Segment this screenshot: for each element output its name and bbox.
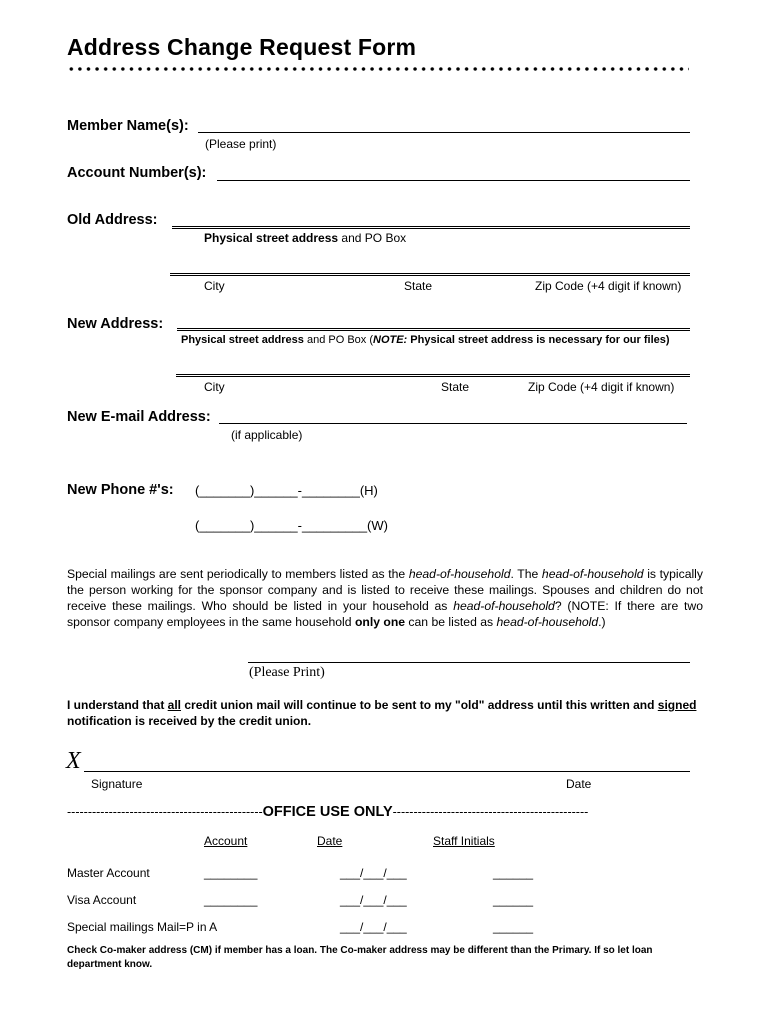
member-name-label: Member Name(s):: [67, 118, 189, 134]
office-row-label: Visa Account: [67, 893, 137, 907]
office-use-header: -----------------------------------------------OFFICE USE ONLY-----------------------------------------------: [67, 804, 589, 820]
office-row-account[interactable]: ________: [204, 893, 258, 907]
office-row-staff[interactable]: ______: [493, 893, 534, 907]
new-street-caption: Physical street address and PO Box (NOTE: Physical street address is necessary for our files): [181, 334, 670, 346]
new-street-field[interactable]: [177, 328, 690, 331]
comaker-footnote: Check Co-maker address (CM) if member has a loan. The Co-maker address may be different than the Primary. If so let loan department know.: [67, 945, 653, 970]
office-row-label: Special mailings Mail=P in A: [67, 920, 218, 934]
old-street-field[interactable]: [172, 226, 690, 229]
office-row-account[interactable]: ________: [204, 866, 258, 880]
office-row-staff[interactable]: ______: [493, 866, 534, 880]
member-name-field[interactable]: [198, 132, 690, 133]
signature-caption: Signature: [91, 777, 143, 791]
old-city-field[interactable]: [170, 273, 690, 276]
please-print-caption: (Please Print): [249, 665, 325, 680]
new-address-label: New Address:: [67, 316, 164, 332]
new-email-label: New E-mail Address:: [67, 409, 211, 425]
new-state-caption: State: [441, 380, 470, 394]
email-hint: (if applicable): [231, 428, 303, 442]
old-address-label: Old Address:: [67, 212, 158, 228]
office-row-date[interactable]: ___/___/___: [340, 866, 407, 880]
signature-field[interactable]: [84, 771, 690, 772]
work-phone-field[interactable]: (_______)______-_________(W): [195, 518, 388, 533]
old-city-caption: City: [204, 279, 225, 293]
new-email-field[interactable]: [219, 423, 687, 424]
old-zip-caption: Zip Code (+4 digit if known): [535, 279, 682, 293]
new-phone-label: New Phone #'s:: [67, 482, 174, 498]
date-caption: Date: [566, 777, 592, 791]
account-number-label: Account Number(s):: [67, 165, 207, 181]
account-number-field[interactable]: [217, 180, 690, 181]
member-name-hint: (Please print): [205, 137, 277, 151]
home-phone-field[interactable]: (_______)______-________(H): [195, 483, 378, 498]
new-zip-caption: Zip Code (+4 digit if known): [528, 380, 675, 394]
special-mailings-paragraph: Special mailings are sent periodically to members listed as the head-of-household. The head-of-household is typically the person working for the sponsor company and is listed to receive these mailings. Spouses and children do not receive these mailings. Who should be listed in your household as head-of-household? (NOTE: If there are two sponsor company employees in the same household only one can be listed as head-of-household.): [67, 567, 704, 629]
old-state-caption: State: [404, 279, 433, 293]
office-row-staff[interactable]: ______: [493, 920, 534, 934]
office-col-account: Account: [204, 834, 248, 848]
new-city-field[interactable]: [176, 374, 690, 377]
signature-x-mark: X: [66, 748, 81, 774]
head-of-household-field[interactable]: [248, 662, 690, 663]
office-col-date: Date: [317, 834, 343, 848]
new-city-caption: City: [204, 380, 225, 394]
old-street-caption: Physical street address and PO Box: [204, 231, 407, 245]
office-row-date[interactable]: ___/___/___: [340, 920, 407, 934]
form-title: Address Change Request Form: [67, 34, 417, 60]
mail-notice: I understand that all credit union mail will continue to be sent to my "old" address until this written and signed notification is received by the credit union.: [67, 698, 697, 728]
office-row-date[interactable]: ___/___/___: [340, 893, 407, 907]
dotted-divider: [67, 64, 689, 74]
office-col-staff: Staff Initials: [433, 834, 495, 848]
office-row-label: Master Account: [67, 866, 150, 880]
